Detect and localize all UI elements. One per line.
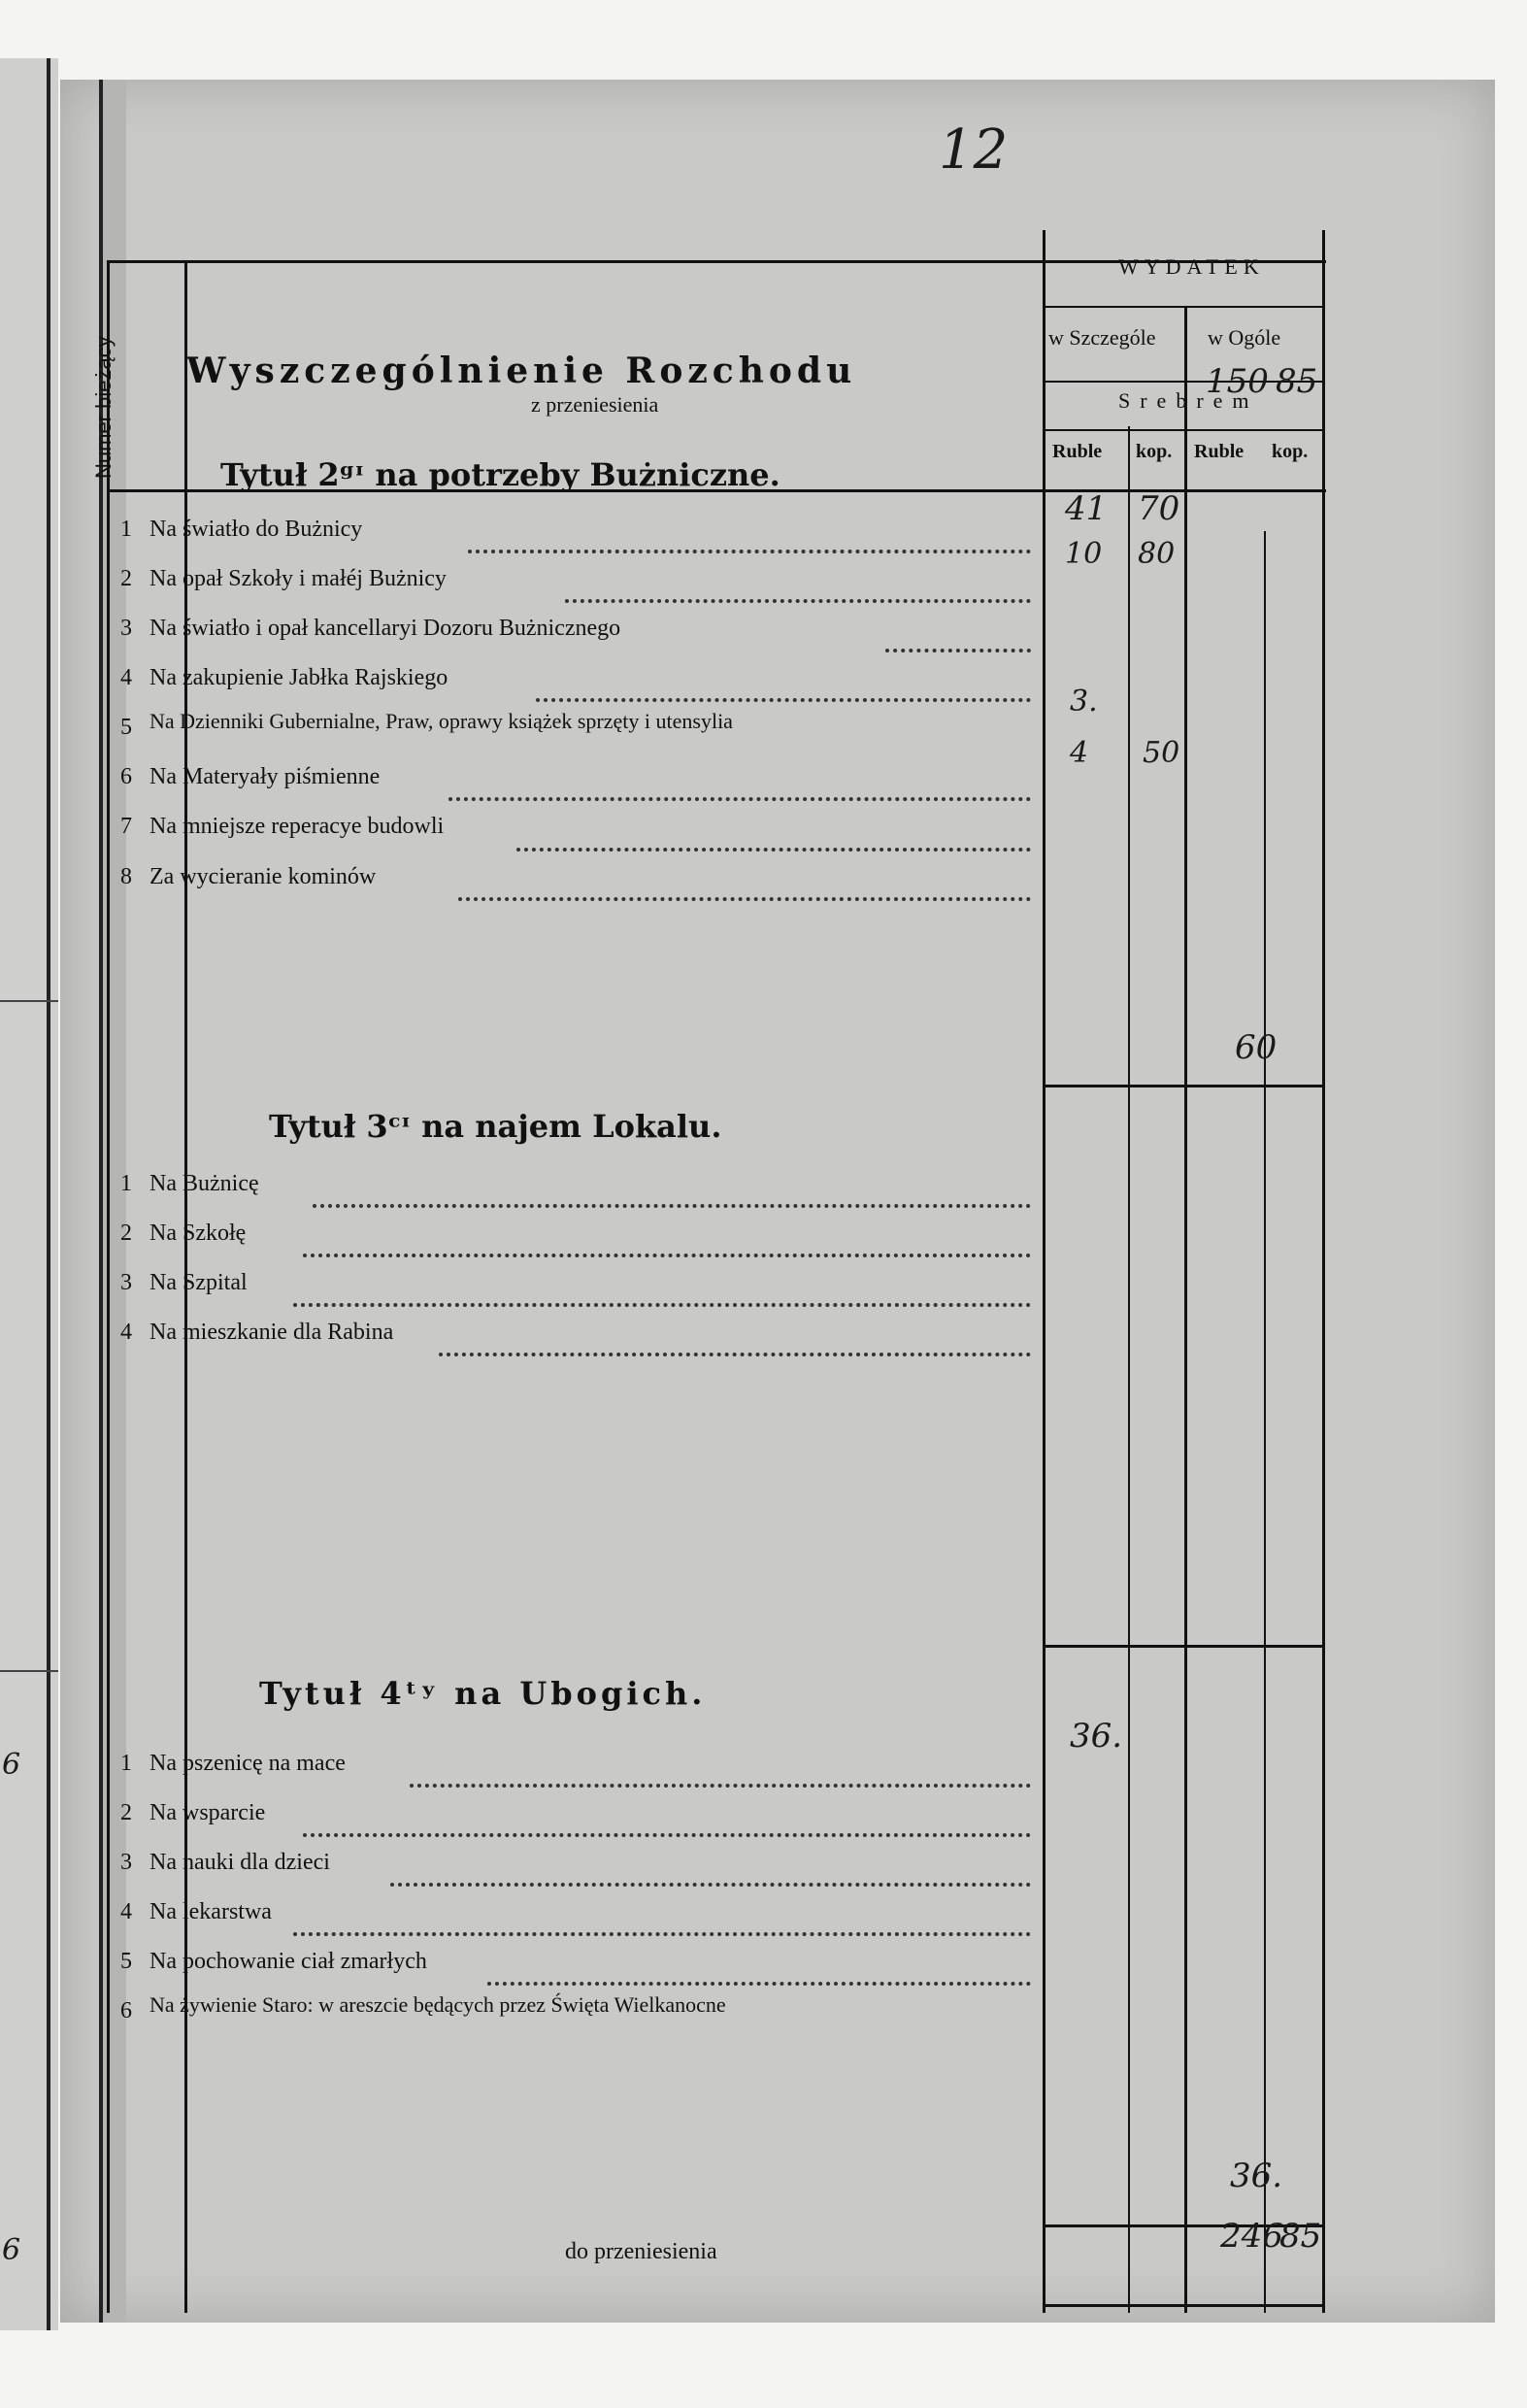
row-ruble: 10	[1065, 537, 1103, 572]
row-number: 5	[120, 1949, 132, 1975]
row-label: Na światło i opał kancellaryi Dozoru Bużnicznego	[149, 615, 621, 641]
row-label: Na światło do Bużnicy	[149, 516, 363, 542]
bottom-rule	[1043, 2304, 1324, 2307]
row-number: 6	[120, 1998, 132, 2024]
row-label: Na Bużnicę	[149, 1170, 259, 1196]
ledger-page	[60, 80, 1495, 2323]
w-szczegole-header: w Szczególe	[1048, 324, 1156, 350]
kop-header-1: kop.	[1136, 441, 1173, 462]
left-page-edge	[0, 58, 58, 2330]
row-number: 4	[120, 1320, 132, 1346]
row-number: 7	[120, 814, 132, 840]
carry-in-kop: 85	[1276, 362, 1318, 402]
page-title: Wyszczególnienie Rozchodu	[186, 351, 857, 391]
carry-out-label: do przeniesienia	[565, 2239, 717, 2265]
row-number: 3	[120, 1270, 132, 1296]
ruble-header-1: Ruble	[1052, 441, 1103, 462]
row-label: Na Dzienniki Gubernialne, Praw, oprawy książek sprzęty i utensylia	[149, 708, 733, 733]
row-number: 8	[120, 863, 132, 889]
row-label: Na wsparcie	[149, 1799, 266, 1825]
row-number: 2	[120, 565, 132, 591]
row-label: Na Szkołę	[149, 1220, 247, 1246]
carry-in-ruble: 150	[1206, 362, 1269, 402]
srebrem-header: Srebrem	[1118, 387, 1259, 413]
kop2-divider	[1264, 531, 1266, 2313]
srebrem-line	[1043, 429, 1324, 431]
section-2-total: 60	[1235, 1027, 1278, 1067]
szczegole-ogole-divider	[1184, 306, 1187, 2314]
row-ruble: 3.	[1070, 685, 1098, 719]
section-title-4: Tytuł 4ᵗʸ na Ubogich.	[259, 1675, 707, 1712]
row-number: 1	[120, 516, 132, 542]
row-label: Na mieszkanie dla Rabina	[149, 1320, 394, 1346]
row-number: 6	[120, 764, 132, 790]
section-3-total-line	[1043, 1645, 1324, 1648]
left-margin-mark-1: 6	[2, 1748, 21, 1782]
row-label: Na Materyały piśmienne	[149, 764, 381, 790]
row-number: 5	[120, 715, 132, 741]
section-title-3: Tytuł 3ᶜᶦ na najem Lokalu.	[269, 1107, 722, 1145]
wydatek-header: WYDATEK	[1118, 253, 1265, 279]
handwritten-page-mark: 12	[939, 118, 1009, 183]
row-label: Na lekarstwa	[149, 1898, 272, 1924]
row-ruble: 4	[1070, 735, 1089, 770]
row-label: Za wycieranie kominów	[149, 863, 377, 889]
frame-right	[1322, 230, 1325, 2313]
carry-out-ruble: 246	[1220, 2217, 1283, 2256]
row-kop: 70	[1138, 488, 1180, 528]
row-label: Na pochowanie ciał zmarłych	[149, 1949, 427, 1975]
w-ogole-header: w Ogóle	[1208, 324, 1281, 350]
row-number: 4	[120, 1898, 132, 1924]
row-number: 2	[120, 1799, 132, 1825]
section-4-total: 36.	[1230, 2157, 1283, 2195]
kop-header-2: kop.	[1272, 441, 1309, 462]
section-title-2: Tytuł 2ᵍᶦ na potrzeby Bużniczne.	[220, 455, 780, 493]
carry-out-kop: 85	[1279, 2217, 1322, 2256]
row-ruble: 36.	[1070, 1717, 1123, 1756]
left-margin-mark-2: 6	[2, 2233, 21, 2267]
ruble-header-2: Ruble	[1194, 441, 1245, 462]
row-number: 3	[120, 615, 132, 641]
carry-in-label: z przeniesienia	[531, 392, 659, 418]
row-number: 2	[120, 1220, 132, 1246]
row-label: Na żywienie Staro: w areszcie będących przez Święta Wielkanocne	[149, 1992, 726, 2018]
row-kop: 80	[1138, 537, 1176, 572]
row-number: 3	[120, 1849, 132, 1875]
row-kop: 50	[1143, 735, 1180, 770]
row-label: Na Szpital	[149, 1270, 248, 1296]
kop1-divider	[1128, 426, 1130, 2314]
row-number: 4	[120, 664, 132, 690]
row-ruble: 41	[1065, 488, 1108, 528]
wydatek-line	[1043, 306, 1324, 308]
row-label: Na nauki dla dzieci	[149, 1849, 330, 1875]
row-label: Na mniejsze reperacye budowli	[149, 814, 445, 840]
row-number: 1	[120, 1750, 132, 1776]
row-label: Na pszenicę na mace	[149, 1750, 346, 1776]
frame-left	[107, 260, 110, 2313]
row-label: Na zakupienie Jabłka Rajskiego	[149, 664, 448, 690]
amount-column-left	[1043, 230, 1046, 2313]
row-number: 1	[120, 1170, 132, 1196]
number-column-header: Numer bieżący	[91, 336, 116, 479]
row-label: Na opał Szkoły i małéj Bużnicy	[149, 565, 447, 591]
section-2-total-line	[1043, 1085, 1324, 1087]
